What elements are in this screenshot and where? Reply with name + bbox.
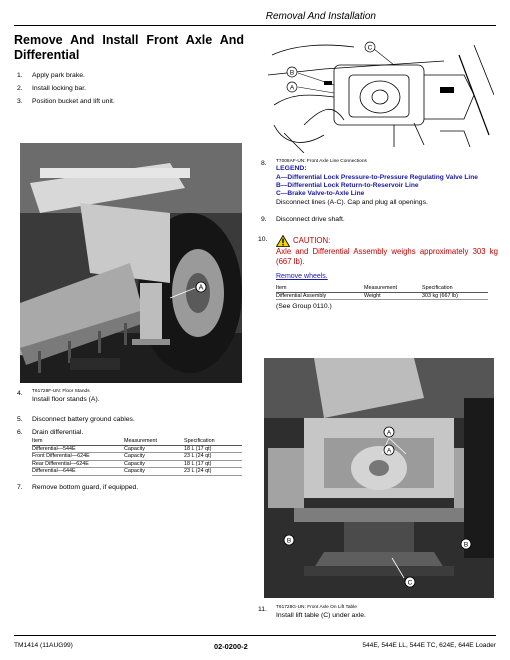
table-cell: Rear Differential—624E xyxy=(32,460,124,468)
steps-top xyxy=(14,71,244,106)
step-text: Disconnect battery ground cables. xyxy=(32,416,135,423)
section-title: Remove And Install Front Axle And Differential xyxy=(14,33,244,62)
drain-capacity-table xyxy=(32,438,242,476)
photo-label-c: C xyxy=(407,579,413,587)
step-text: Remove bottom guard, if equipped. xyxy=(32,484,139,491)
table-header: Specification xyxy=(422,285,488,292)
footer-doc-id: TM1414 (11AUG99) xyxy=(14,642,73,649)
step-number: 2. xyxy=(17,85,23,92)
table-header-row xyxy=(32,438,242,445)
step-text: Disconnect lines (A-C). Cap and plug all openings. xyxy=(276,199,428,207)
table-cell: 18 L (17 qt) xyxy=(184,460,242,468)
table-cell: Differential—544E xyxy=(32,445,124,453)
step-number: 8. xyxy=(261,160,267,167)
header-title: Removal And Installation xyxy=(265,11,376,22)
table-cell: 303 kg (667 lb) xyxy=(422,292,488,300)
step-4 xyxy=(14,389,244,404)
step-10 xyxy=(258,235,498,315)
step-number: 11. xyxy=(258,606,267,613)
caution-heading xyxy=(276,235,498,247)
step-text: Position bucket and lift unit. xyxy=(32,98,115,105)
step-6 xyxy=(14,428,244,437)
drain-table-wrap xyxy=(32,438,242,476)
diagram-label-b: B xyxy=(289,69,295,77)
step-3 xyxy=(14,97,244,106)
table-cell: Capacity xyxy=(124,468,184,476)
step-number: 7. xyxy=(17,484,23,491)
step-number: 1. xyxy=(17,72,23,79)
step-text: Install lift table (C) under axle. xyxy=(276,612,366,619)
step-text: Install locking bar. xyxy=(32,85,87,92)
step-text: Drain differential. xyxy=(32,429,84,436)
floor-stands-illustration xyxy=(20,143,242,383)
table-header: Specification xyxy=(184,438,242,445)
photo-floor-stands xyxy=(20,143,242,383)
right-column xyxy=(258,33,498,633)
legend-item: A—Differential Lock Pressure-to-Pressure Regulating Valve Line xyxy=(276,173,478,181)
table-row xyxy=(32,468,242,476)
figure-caption: T61728G-UN: Front Axle On Lift Table xyxy=(276,605,357,610)
table-header: Item xyxy=(32,438,124,445)
legend-title: LEGEND: xyxy=(276,165,307,172)
caution-label: CAUTION: xyxy=(293,236,331,246)
table-header-row xyxy=(276,285,488,292)
footer-models: 544E, 544E LL, 544E TC, 624E, 644E Loader xyxy=(362,642,496,649)
step-8 xyxy=(258,159,498,207)
warning-triangle-icon xyxy=(276,235,290,247)
footer-page-number: 02-0200-2 xyxy=(214,642,248,651)
photo-label-a: A xyxy=(198,284,204,292)
table-cell: Capacity xyxy=(124,460,184,468)
photo-label-b: B xyxy=(463,541,469,549)
table-row xyxy=(276,292,488,300)
photo-label-a: A xyxy=(386,447,392,455)
step-number: 4. xyxy=(17,390,23,397)
figure-caption: T7008AF-UN: Front Axle Line Connections xyxy=(276,159,367,164)
table-cell: Differential—644E xyxy=(32,468,124,476)
page-footer xyxy=(14,635,496,655)
weight-table xyxy=(276,285,488,300)
photo-lift-table xyxy=(264,358,494,598)
legend-item: B—Differential Lock Return-to-Reservoir Line xyxy=(276,181,419,189)
step-5 xyxy=(14,415,244,424)
lift-table-illustration xyxy=(264,358,494,598)
page-header xyxy=(14,8,496,26)
table-row xyxy=(32,445,242,453)
step-2 xyxy=(14,84,244,93)
diagram-line-connections xyxy=(264,35,494,153)
table-cell: Capacity xyxy=(124,453,184,461)
step-number: 5. xyxy=(17,416,23,423)
see-group-note: (See Group 0110.) xyxy=(276,303,332,311)
step-number: 6. xyxy=(17,429,23,436)
step-number: 10. xyxy=(258,236,268,243)
step-number: 3. xyxy=(17,98,23,105)
table-row xyxy=(32,460,242,468)
step-9 xyxy=(258,215,498,224)
figure-caption: T61728F-UN: Floor Stands xyxy=(32,389,90,394)
photo-label-a: A xyxy=(386,429,392,437)
step-text: Install floor stands (A). xyxy=(32,396,100,403)
table-header: Measurement xyxy=(364,285,422,292)
diagram-label-c: C xyxy=(367,44,373,52)
diagram-label-a: A xyxy=(289,84,295,92)
remove-wheels-link[interactable]: Remove wheels. xyxy=(276,273,328,280)
table-cell: Capacity xyxy=(124,445,184,453)
step-text: Apply park brake. xyxy=(32,72,85,79)
table-header: Item xyxy=(276,285,364,292)
step-1 xyxy=(14,71,244,80)
table-header: Measurement xyxy=(124,438,184,445)
step-11 xyxy=(258,605,498,620)
table-cell: Front Differential—624E xyxy=(32,453,124,461)
table-cell: 18 L (17 qt) xyxy=(184,445,242,453)
step-text: Disconnect drive shaft. xyxy=(276,216,345,223)
step-number: 9. xyxy=(261,216,267,223)
line-connections-illustration xyxy=(264,35,494,153)
step-7 xyxy=(14,483,244,492)
photo-label-b: B xyxy=(286,537,292,545)
left-column xyxy=(14,33,244,633)
table-cell: 23 L (24 qt) xyxy=(184,453,242,461)
caution-text: Axle and Differential Assembly weighs approximately 303 kg (667 lb). xyxy=(276,247,498,266)
table-cell: 23 L (24 qt) xyxy=(184,468,242,476)
table-row xyxy=(32,453,242,461)
table-cell: Differential Assembly xyxy=(276,292,364,300)
table-cell: Weight xyxy=(364,292,422,300)
legend-item: C—Brake Valve-to-Axle Line xyxy=(276,189,365,197)
